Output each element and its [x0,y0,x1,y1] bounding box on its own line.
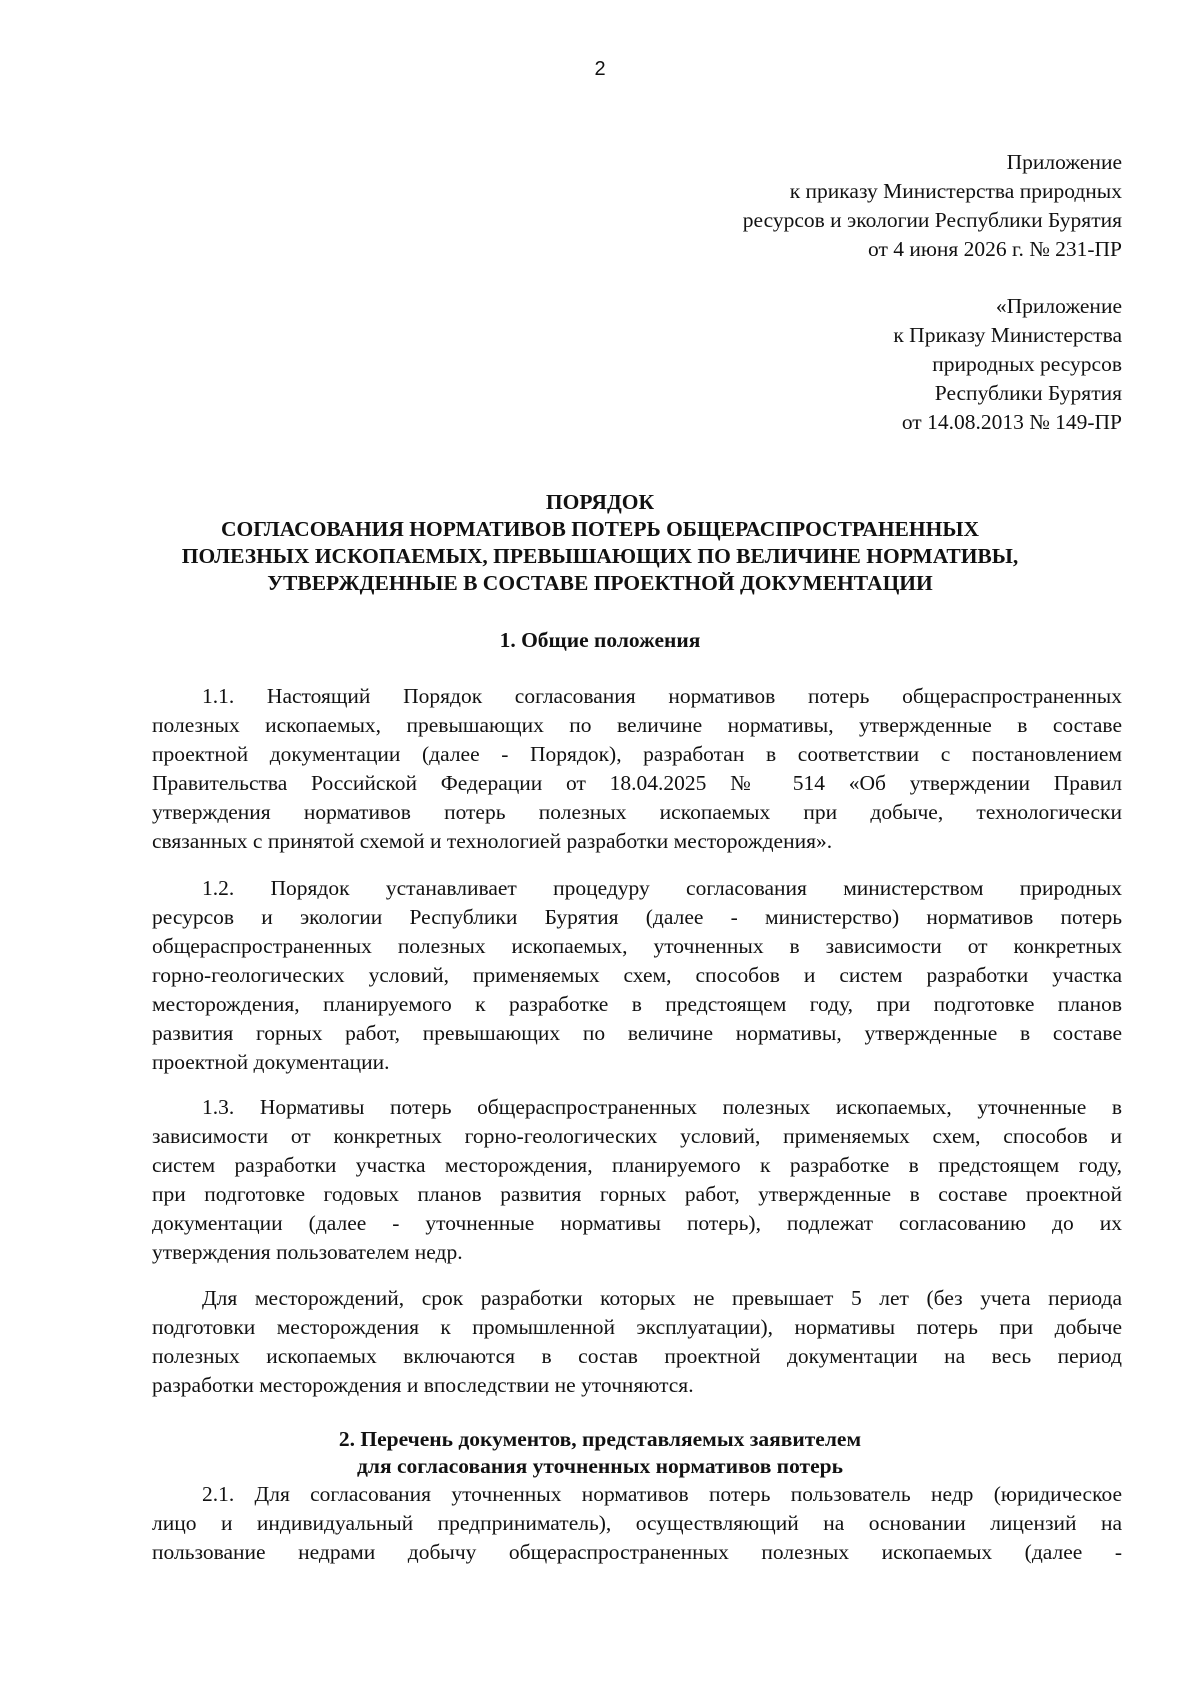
title-line: ПОЛЕЗНЫХ ИСКОПАЕМЫХ, ПРЕВЫШАЮЩИХ ПО ВЕЛИЧИНЕ НОРМАТИВЫ, [181,544,1019,568]
paragraph-1-3 [152,1093,1122,1267]
appendix-line: Приложение [1006,150,1122,174]
paragraph-2-1 [152,1480,1122,1567]
text-line: документации (далее - уточненные нормативы потерь), подлежат согласованию до их [152,1211,1122,1235]
appendix-line: от 14.08.2013 № 149-ПР [901,410,1122,434]
text-line: месторождения, планируемого к разработке в предстоящем году, при подготовке планов [152,992,1122,1016]
text-line: утверждения пользователем недр. [152,1240,463,1264]
text-line: утверждения нормативов потерь полезных ископаемых при добыче, технологически [152,800,1122,824]
text-line: проектной документации (далее - Порядок), разработан в соответствии с постановлением [152,742,1122,766]
text-line: систем разработки участка месторождения, планируемого к разработке в предстоящем году, [152,1153,1122,1177]
text-line: 2.1. Для согласования уточненных нормативов потерь пользователь недр (юридическое [202,1482,1122,1506]
appendix-line: ресурсов и экологии Республики Бурятия [742,208,1122,232]
text-line: Для месторождений, срок разработки которых не превышает 5 лет (без учета периода [202,1286,1122,1310]
appendix-original-order [893,292,1122,437]
text-line: полезных ископаемых включаются в состав проектной документации на весь период [152,1344,1122,1368]
paragraph-1-3-continued [152,1284,1122,1400]
paragraph-1-2 [152,874,1122,1077]
text-line: полезных ископаемых, превышающих по величине нормативы, утвержденные в составе [152,713,1122,737]
appendix-line: к Приказу Министерства [893,323,1122,347]
heading-line: 2. Перечень документов, представляемых заявителем [338,1427,862,1451]
text-line: 1.2. Порядок устанавливает процедуру согласования министерством природных [202,876,1122,900]
text-line: 1.1. Настоящий Порядок согласования нормативов потерь общераспространенных [202,684,1122,708]
text-line: горно-геологических условий, применяемых схем, способов и систем разработки участка [152,963,1122,987]
text-line: зависимости от конкретных горно-геологических условий, применяемых схем, способов и [152,1124,1122,1148]
appendix-line: природных ресурсов [932,352,1122,376]
section-1-heading [100,627,1100,654]
document-title [100,489,1100,597]
paragraph-1-1 [152,682,1122,856]
text-line: ресурсов и экологии Республики Бурятия (далее - министерство) нормативов потерь [152,905,1122,929]
title-line: ПОРЯДОК [545,490,655,514]
appendix-line: от 4 июня 2026 г. № 231-ПР [867,237,1122,261]
text-line: подготовки месторождения к промышленной эксплуатации), нормативы потерь при добыче [152,1315,1122,1339]
text-line: разработки месторождения и впоследствии не уточняются. [152,1373,694,1397]
text-line: пользование недрами добычу общераспространенных полезных ископаемых (далее - [152,1540,1122,1564]
text-line: при подготовке годовых планов развития горных работ, утвержденные в составе проектной [152,1182,1122,1206]
text-line: Правительства Российской Федерации от 18.04.2025 № 514 «Об утверждении Правил [152,771,1122,795]
text-line: общераспространенных полезных ископаемых, уточненных в зависимости от конкретных [152,934,1122,958]
title-line: УТВЕРЖДЕННЫЕ В СОСТАВЕ ПРОЕКТНОЙ ДОКУМЕНТАЦИИ [267,571,933,595]
appendix-line: Республики Бурятия [934,381,1122,405]
appendix-line: к приказу Министерства природных [789,179,1122,203]
appendix-current-order [743,148,1122,264]
title-line: СОГЛАСОВАНИЯ НОРМАТИВОВ ПОТЕРЬ ОБЩЕРАСПРОСТРАНЕННЫХ [221,517,979,541]
appendix-line: «Приложение [995,294,1122,318]
section-2-heading [100,1426,1100,1480]
heading-line: для согласования уточненных нормативов потерь [357,1454,843,1478]
text-line: проектной документации. [152,1050,390,1074]
text-line: лицо и индивидуальный предприниматель), осуществляющий на основании лицензий на [152,1511,1122,1535]
text-line: 1.3. Нормативы потерь общераспространенных полезных ископаемых, уточненные в [202,1095,1122,1119]
text-line: развития горных работ, превышающих по величине нормативы, утвержденные в составе [152,1021,1122,1045]
page-number: 2 [594,58,606,80]
heading-line: 1. Общие положения [499,628,701,652]
text-line: связанных с принятой схемой и технологией разработки месторождения». [152,829,833,853]
